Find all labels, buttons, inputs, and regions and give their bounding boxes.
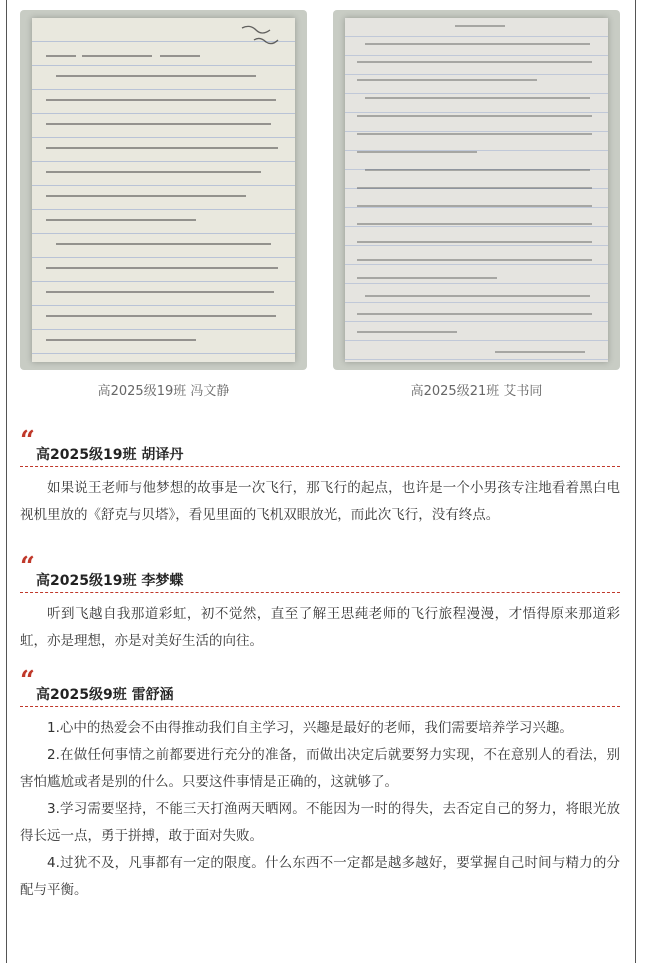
comment-paragraph: 3.学习需要坚持，不能三天打渔两天晒网。不能因为一时的得失，去否定自己的努力，将眼光放得长远一点，勇于拼搏，敢于面对失败。 — [20, 801, 620, 844]
section-heading — [20, 426, 620, 467]
comment-paragraph: 如果说王老师与他梦想的故事是一次飞行，那飞行的起点，也许是一个小男孩专注地看着黑白电视机里放的《舒克与贝塔》，看见里面的飞机双眼放光，而此次飞行，没有终点。 — [20, 480, 620, 523]
handwriting-image — [345, 18, 608, 362]
photo-caption: 高2025级19班 冯文静 — [97, 384, 230, 399]
comment-paragraph: 1.心中的热爱会不由得推动我们自主学习，兴趣是最好的老师，我们需要培养学习兴趣。 — [47, 720, 573, 736]
section-heading — [20, 552, 620, 593]
student-name: 高2025级19班 李梦蝶 — [36, 573, 184, 589]
student-name: 高2025级9班 雷舒涵 — [36, 687, 174, 703]
handwriting-image — [32, 18, 295, 362]
photo-caption: 高2025级21班 艾书同 — [410, 384, 543, 399]
quote-icon: “ — [20, 552, 35, 582]
comment-paragraph: 4.过犹不及，凡事都有一定的限度。什么东西不一定都是越多越好，要掌握自己时间与精力的分配与平衡。 — [20, 855, 620, 898]
section-heading — [20, 666, 620, 707]
quote-icon: “ — [20, 426, 35, 456]
comment-paragraph: 听到飞越自我那道彩虹，初不觉然，直至了解王思莼老师的飞行旅程漫漫，才悟得原来那道彩虹，亦是理想，亦是对美好生活的向往。 — [20, 606, 620, 649]
photo-row — [20, 10, 620, 405]
lined-paper — [345, 18, 608, 362]
comment-section — [20, 666, 620, 904]
student-name: 高2025级19班 胡译丹 — [36, 447, 184, 463]
comment-section — [20, 426, 620, 529]
lined-paper — [32, 18, 295, 362]
comment-section — [20, 552, 620, 655]
comment-paragraph: 2.在做任何事情之前都要进行充分的准备，而做出决定后就要努力实现，不在意别人的看法，别害怕尴尬或者是别的什么。只要这件事情是正确的，这就够了。 — [20, 747, 620, 790]
handwritten-note-photo-2 — [333, 10, 620, 370]
quote-icon: “ — [20, 666, 35, 696]
handwritten-note-photo-1 — [20, 10, 307, 370]
